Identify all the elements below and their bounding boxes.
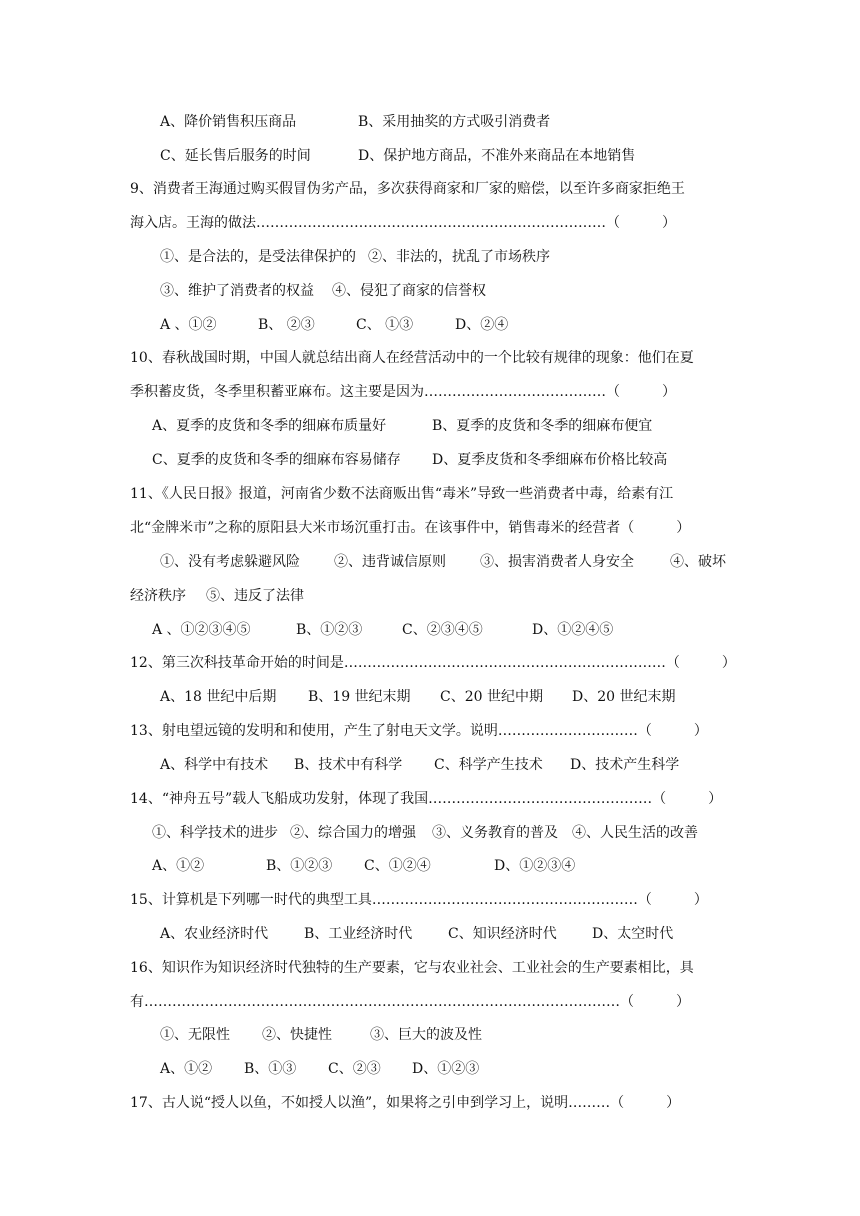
q12-stem-line bbox=[130, 653, 736, 673]
q15-option-c: C、知识经济时代 bbox=[448, 926, 557, 942]
q11-item-4: ④、破坏 bbox=[670, 554, 726, 570]
q16-answer-blank: （ ） bbox=[620, 994, 690, 1010]
q15-stem-text: 15、计算机是下列哪一时代的典型工具 bbox=[130, 892, 372, 908]
q15-option-d: D、太空时代 bbox=[592, 926, 674, 942]
q14-stem-line bbox=[130, 789, 722, 809]
q14-stem-text: 14、“神舟五号”载人飞船成功发射，体现了我国 bbox=[130, 791, 429, 807]
q11-stem-line1: 11、《人民日报》报道，河南省少数不法商贩出售“毒米”导致一些消费者中毒，给素有江 bbox=[130, 486, 674, 502]
q14-option-d: D、①②③④ bbox=[494, 858, 576, 874]
q16-item-2: ②、快捷性 bbox=[262, 1027, 332, 1043]
q15-option-a: A、农业经济时代 bbox=[160, 926, 269, 942]
q13-option-c: C、科学产生技术 bbox=[434, 757, 543, 773]
q16-leader-dots: ………………………………………………………………………………………… bbox=[144, 994, 620, 1010]
q12-answer-blank: （ ） bbox=[665, 655, 736, 671]
q11-stem-line2: 北“金牌米市”之称的原阳县大米市场沉重打击。在该事件中，销售毒米的经营者（ ） bbox=[130, 520, 691, 536]
q14-option-a: A、①② bbox=[152, 858, 205, 874]
q10-stem-line2 bbox=[130, 382, 676, 402]
q8-option-b: B、采用抽奖的方式吸引消费者 bbox=[358, 114, 551, 130]
q16-item-3: ③、巨大的波及性 bbox=[370, 1027, 482, 1043]
q13-stem-text: 13、射电望远镜的发明和和使用，产生了射电天文学。说明 bbox=[130, 723, 498, 739]
q16-stem-line2 bbox=[130, 992, 690, 1012]
q14-option-b: B、①②③ bbox=[266, 858, 333, 874]
q10-leader-dots: ………………………………… bbox=[424, 384, 606, 400]
q12-option-a: A、18 世纪中后期 bbox=[160, 689, 277, 705]
q14-option-c: C、①②④ bbox=[364, 858, 431, 874]
q11-item-1: ①、没有考虑躲避风险 bbox=[160, 554, 300, 570]
q15-leader-dots: ………………………………………………… bbox=[371, 892, 638, 908]
q14-item-4: ④、人民生活的改善 bbox=[572, 825, 698, 841]
q10-stem-text: 季积蓄皮货，冬季里积蓄亚麻布。这主要是因为 bbox=[130, 384, 424, 400]
q9-answer-blank: （ ） bbox=[606, 215, 676, 231]
q9-option-d: D、②④ bbox=[455, 317, 509, 333]
q9-stem-line1: 9、消费者王海通过购买假冒伪劣产品，多次获得商家和厂家的赔偿，以至许多商家拒绝王 bbox=[130, 181, 685, 197]
q9-option-c: C、 ①③ bbox=[356, 317, 414, 333]
q10-answer-blank: （ ） bbox=[606, 384, 676, 400]
q13-leader-dots: ………………………… bbox=[497, 723, 638, 739]
q10-stem-line1: 10、春秋战国时期，中国人就总结出商人在经营活动中的一个比较有规律的现象：他们在夏 bbox=[130, 350, 694, 366]
q10-option-b: B、夏季的皮货和冬季的细麻布便宜 bbox=[432, 418, 653, 434]
q10-option-c: C、夏季的皮货和冬季的细麻布容易储存 bbox=[152, 452, 401, 468]
q16-stem-text: 有 bbox=[130, 994, 144, 1010]
q9-item-1: ①、是合法的，是受法律保护的 bbox=[160, 249, 356, 265]
q11-item-3: ③、损害消费者人身安全 bbox=[480, 554, 634, 570]
q9-option-a: A 、①② bbox=[160, 317, 217, 333]
q9-stem-text: 海入店。王海的做法 bbox=[130, 215, 256, 231]
q16-option-d: D、①②③ bbox=[412, 1061, 480, 1077]
q10-option-d: D、夏季皮货和冬季细麻布价格比较高 bbox=[432, 452, 668, 468]
q8-option-a: A、降价销售积压商品 bbox=[160, 114, 297, 130]
q12-leader-dots: …………………………………………………………… bbox=[343, 655, 666, 671]
q9-item-4: ④、侵犯了商家的信誉权 bbox=[332, 283, 486, 299]
q13-stem-line bbox=[130, 721, 708, 741]
q12-option-c: C、20 世纪中期 bbox=[440, 689, 543, 705]
q16-option-c: C、②③ bbox=[328, 1061, 381, 1077]
q9-item-2: ②、非法的，扰乱了市场秩序 bbox=[368, 249, 550, 265]
q9-item-3: ③、维护了消费者的权益 bbox=[160, 283, 314, 299]
q15-stem-line bbox=[130, 890, 708, 910]
q12-stem-text: 12、第三次科技革命开始的时间是 bbox=[130, 655, 344, 671]
q17-leader-dots: ……… bbox=[568, 1095, 611, 1111]
q8-option-d: D、保护地方商品，不准外来商品在本地销售 bbox=[358, 148, 636, 164]
q14-item-2: ②、综合国力的增强 bbox=[290, 825, 416, 841]
q14-leader-dots: ………………………………………… bbox=[428, 791, 653, 807]
q10-option-a: A、夏季的皮货和冬季的细麻布质量好 bbox=[152, 418, 387, 434]
q9-stem-line2 bbox=[130, 213, 676, 233]
q14-item-1: ①、科学技术的进步 bbox=[152, 825, 278, 841]
q9-option-b: B、 ②③ bbox=[258, 317, 315, 333]
q8-option-c: C、延长售后服务的时间 bbox=[160, 148, 311, 164]
q14-answer-blank: （ ） bbox=[652, 791, 723, 807]
q11-option-d: D、①②④⑤ bbox=[532, 622, 614, 638]
q13-answer-blank: （ ） bbox=[637, 723, 708, 739]
q15-answer-blank: （ ） bbox=[637, 892, 708, 908]
q15-option-b: B、工业经济时代 bbox=[304, 926, 413, 942]
q14-item-3: ③、义务教育的普及 bbox=[432, 825, 558, 841]
q16-option-a: A、①② bbox=[160, 1061, 213, 1077]
q16-option-b: B、①③ bbox=[244, 1061, 297, 1077]
q11-item-5: ⑤、违反了法律 bbox=[206, 588, 304, 604]
q13-option-d: D、技术产生科学 bbox=[570, 757, 680, 773]
q13-option-a: A、科学中有技术 bbox=[160, 757, 269, 773]
q16-stem-line1: 16、知识作为知识经济时代独特的生产要素，它与农业社会、工业社会的生产要素相比，具 bbox=[130, 960, 694, 976]
q11-item-4-cont: 经济秩序 bbox=[130, 588, 186, 604]
q17-stem-line bbox=[130, 1093, 680, 1113]
q12-option-d: D、20 世纪末期 bbox=[572, 689, 676, 705]
q11-item-2: ②、违背诚信原则 bbox=[334, 554, 446, 570]
q13-option-b: B、技术中有科学 bbox=[294, 757, 403, 773]
q11-option-b: B、①②③ bbox=[296, 622, 363, 638]
q17-answer-blank: （ ） bbox=[610, 1095, 681, 1111]
q16-item-1: ①、无限性 bbox=[160, 1027, 230, 1043]
q9-leader-dots: ………………………………………………………………… bbox=[256, 215, 606, 231]
q17-stem-text: 17、古人说“授人以鱼，不如授人以渔”，如果将之引申到学习上，说明 bbox=[130, 1095, 569, 1111]
q12-option-b: B、19 世纪末期 bbox=[308, 689, 411, 705]
q11-option-c: C、②③④⑤ bbox=[402, 622, 483, 638]
q11-option-a: A 、①②③④⑤ bbox=[152, 622, 251, 638]
